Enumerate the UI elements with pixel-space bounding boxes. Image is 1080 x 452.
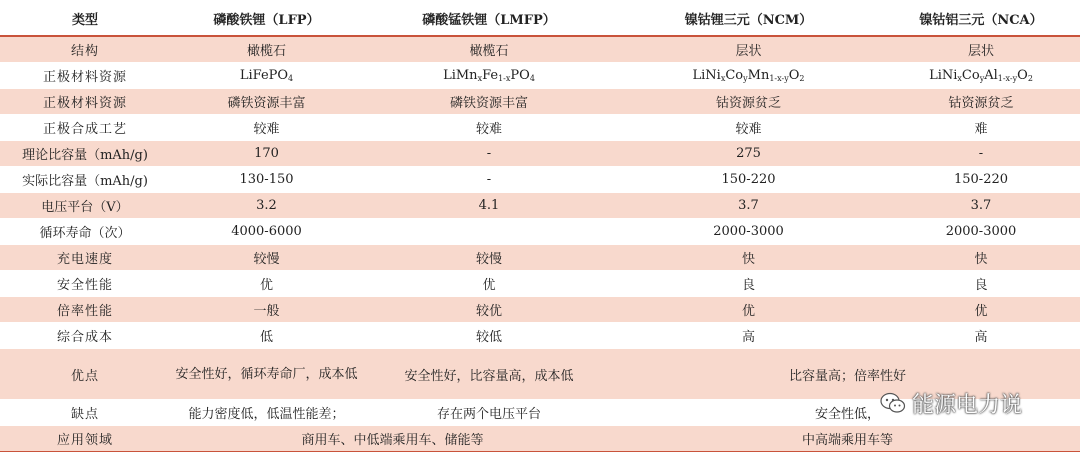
row-label: 结构 <box>0 36 170 63</box>
cell-lmfp: 磷铁资源丰富 <box>363 89 615 115</box>
row-label: 安全性能 <box>0 271 170 297</box>
cell-ncm: 优 <box>615 297 882 323</box>
cell-ncm: 150-220 <box>615 167 882 193</box>
cell-lmfp: 4.1 <box>363 193 615 219</box>
cell-lfp: 4000-6000 <box>170 219 363 245</box>
cell-nca: 优 <box>882 297 1080 323</box>
table-row-actual-capacity <box>0 167 1080 193</box>
formula-lfp: LiFePO$_4$ <box>170 63 363 89</box>
cell-ncm: 3.7 <box>615 193 882 219</box>
cell-nca: - <box>882 141 1080 167</box>
table-row-resources <box>0 89 1080 115</box>
table-row-safety <box>0 271 1080 297</box>
row-label: 优点 <box>0 349 170 400</box>
table-row-synthesis <box>0 115 1080 141</box>
row-label: 缺点 <box>0 400 170 426</box>
cell-lmfp: 安全性好，比容量高，成本低 <box>363 349 615 400</box>
watermark <box>880 388 1022 418</box>
row-label: 电压平台（V） <box>0 193 170 219</box>
cell-lmfp: 较慢 <box>363 245 615 271</box>
row-label: 充电速度 <box>0 245 170 271</box>
cell-lmfp: 橄榄石 <box>363 36 615 63</box>
wechat-icon <box>880 392 906 414</box>
row-label: 应用领域 <box>0 426 170 452</box>
cell-ternary: 安全性低， <box>615 400 1080 426</box>
cell-nca: 钴资源贫乏 <box>882 89 1080 115</box>
cell-lfp: 能力密度低，低温性能差； <box>170 400 363 426</box>
cell-nca: 良 <box>882 271 1080 297</box>
cell-ncm: 良 <box>615 271 882 297</box>
row-label: 正极合成工艺 <box>0 115 170 141</box>
table-row-application <box>0 426 1080 452</box>
cell-lfp: 较慢 <box>170 245 363 271</box>
table-row-rate-performance <box>0 297 1080 323</box>
formula-lmfp: $LiMn_xFe_{1-x}PO_4$ <box>363 63 615 89</box>
table-row-charge-speed <box>0 245 1080 271</box>
table-row-cost <box>0 323 1080 349</box>
cell-lmfp: 存在两个电压平台 <box>363 400 615 426</box>
cell-ncm: 275 <box>615 141 882 167</box>
cell-lfp: 一般 <box>170 297 363 323</box>
formula-ncm: $LiNi_xCo_yMn_{1-x-y}O_2$ <box>615 63 882 89</box>
cell-nca: 层状 <box>882 36 1080 63</box>
watermark-text: 能源电力说 <box>912 392 1023 418</box>
formula-nca: $LiNi_xCo_yAl_{1-x-y}O_2$ <box>882 63 1080 89</box>
header-type: 类型 <box>0 1 170 37</box>
cell-nca: 150-220 <box>882 167 1080 193</box>
cell-nca: 快 <box>882 245 1080 271</box>
cell-lmfp: - <box>363 141 615 167</box>
header-lfp: 磷酸铁锂（LFP） <box>170 1 363 37</box>
row-label: 正极材料资源 <box>0 63 170 89</box>
header-ncm: 镍钴锂三元（NCM） <box>615 1 882 37</box>
cell-lfp: 低 <box>170 323 363 349</box>
cell-lmfp: - <box>363 167 615 193</box>
cell-lfp: 橄榄石 <box>170 36 363 63</box>
cell-lmfp: 优 <box>363 271 615 297</box>
cell-lfp: 130-150 <box>170 167 363 193</box>
row-label: 正极材料资源 <box>0 89 170 115</box>
row-label: 实际比容量（mAh/g) <box>0 167 170 193</box>
header-lmfp: 磷酸锰铁锂（LMFP） <box>363 1 615 37</box>
cell-nca: 3.7 <box>882 193 1080 219</box>
cell-nca: 高 <box>882 323 1080 349</box>
cell-lfp: 170 <box>170 141 363 167</box>
header-row <box>0 1 1080 37</box>
cell-lfp: 3.2 <box>170 193 363 219</box>
cell-lfp: 较难 <box>170 115 363 141</box>
cell-lmfp: 较低 <box>363 323 615 349</box>
cell-ncm: 2000-3000 <box>615 219 882 245</box>
header-nca: 镍钴铝三元（NCA） <box>882 1 1080 37</box>
cell-ncm: 钴资源贫乏 <box>615 89 882 115</box>
table-row-theoretical-capacity <box>0 141 1080 167</box>
cell-lmfp: 较优 <box>363 297 615 323</box>
row-label: 理论比容量（mAh/g) <box>0 141 170 167</box>
cell-ternary: 中高端乘用车等 <box>615 426 1080 452</box>
cell-lfp-lmfp: 商用车、中低端乘用车、储能等 <box>170 426 615 452</box>
cell-ncm: 高 <box>615 323 882 349</box>
cell-ternary: 比容量高；倍率性好 <box>615 349 1080 400</box>
cell-ncm: 较难 <box>615 115 882 141</box>
table-row-structure <box>0 36 1080 63</box>
table-row-formula <box>0 63 1080 89</box>
cell-lfp: 安全性好，循环寿命厂，成本低 <box>170 349 363 400</box>
cell-nca: 难 <box>882 115 1080 141</box>
table-row-voltage <box>0 193 1080 219</box>
cell-lfp: 磷铁资源丰富 <box>170 89 363 115</box>
cell-lmfp: 较难 <box>363 115 615 141</box>
cell-ncm: 快 <box>615 245 882 271</box>
row-label: 倍率性能 <box>0 297 170 323</box>
cell-lfp: 优 <box>170 271 363 297</box>
table-row-cycle-life <box>0 219 1080 245</box>
row-label: 综合成本 <box>0 323 170 349</box>
cell-lmfp <box>363 219 615 245</box>
row-label: 循环寿命（次） <box>0 219 170 245</box>
cell-ncm: 层状 <box>615 36 882 63</box>
cell-nca: 2000-3000 <box>882 219 1080 245</box>
